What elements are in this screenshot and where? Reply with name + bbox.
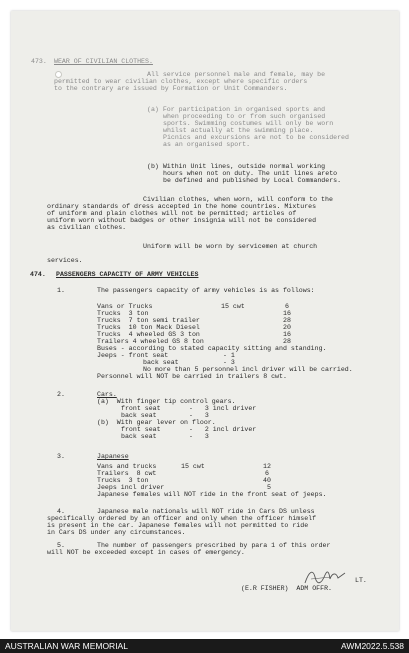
cars-b-line: (b) With gear lever on floor. xyxy=(97,419,216,426)
cars-a-back-label: back seat xyxy=(121,412,157,419)
cars-a-back-count: - 3 xyxy=(189,412,209,419)
vehicle-row-6-count: 28 xyxy=(283,338,291,345)
para-473-number: 473. xyxy=(31,58,47,65)
no-more-than-line: No more than 5 personnel incl driver will be carried. xyxy=(143,366,353,373)
cars-a-line: (a) With finger tip control gears. xyxy=(97,398,236,405)
para-473-intro-2: permitted to wear civilian clothes, except where specific orders xyxy=(54,78,308,85)
item-3-heading: Japanese xyxy=(97,453,129,460)
jeeps-back-count: - 3 xyxy=(223,359,235,366)
item-4-line-2: specifically ordered by an officer and only when the officer himself xyxy=(47,515,317,522)
para-474-number: 474. xyxy=(30,271,46,278)
item-2-number: 2. xyxy=(57,391,65,398)
cars-b-back-count: - 3 xyxy=(189,433,209,440)
para-473-b-3: be defined and published by Local Commanders. xyxy=(163,177,342,184)
vehicle-row-1-detail: 15 cwt xyxy=(221,303,245,310)
japanese-row-1-detail: 15 cwt xyxy=(181,463,205,470)
footer-bar xyxy=(0,639,409,653)
para-473-a-2: when proceeding to or from such organised xyxy=(163,113,326,120)
vehicle-row-1-name: Vans or Trucks xyxy=(97,303,153,310)
para-473-heading: WEAR OF CIVILIAN CLOTHES. xyxy=(54,58,153,65)
vehicle-row-3-count: 28 xyxy=(283,317,291,324)
para-473-civilian-4: uniform worn without badges or other insignia will not be considered xyxy=(47,217,317,224)
jeeps-front-label: Jeeps - front seat xyxy=(97,352,169,359)
item-5-line-1: The number of passengers prescribed by para 1 of this order xyxy=(97,542,331,549)
vehicle-row-4-name: Trucks 10 ton Mack Diesel xyxy=(97,324,200,331)
vehicle-row-3-name: Trucks 7 ton semi trailer xyxy=(97,317,200,324)
item-4-line-4: in Cars DS under any circumstances. xyxy=(47,529,186,536)
vehicle-row-2-count: 16 xyxy=(283,310,291,317)
para-473-a-3: sports. Swimming costumes will only be worn xyxy=(163,120,334,127)
cars-b-front-count: - 2 incl driver xyxy=(189,426,257,433)
para-474-heading: PASSENGERS CAPACITY OF ARMY VEHICLES xyxy=(56,271,199,278)
para-473-b-2: hours when not on duty. The unit lines areto xyxy=(163,170,338,177)
para-473-uniform-1: Uniform will be worn by servicemen at church xyxy=(143,243,318,250)
punch-hole xyxy=(55,71,62,78)
japanese-females-note: Japanese females will NOT ride in the front seat of jeeps. xyxy=(97,491,327,498)
japanese-row-3-name: Trucks 3 ton xyxy=(97,477,149,484)
item-4-line-1: Japanese male nationals will NOT ride in Cars DS unless xyxy=(97,508,315,515)
item-2-heading: Cars. xyxy=(97,391,117,398)
vehicle-row-1-count: 6 xyxy=(285,303,289,310)
para-473-intro-1: All service personnel male and female, may be xyxy=(147,71,326,78)
item-1-text: The passengers capacity of army vehicles is as follows: xyxy=(97,287,315,294)
para-473-a-4: whilst actually at the swimming place. xyxy=(163,127,314,134)
japanese-row-3-count: 40 xyxy=(263,477,271,484)
footer-accession-number: AWM2022.5.538 xyxy=(341,641,404,651)
japanese-row-2-name: Trailers 8 cwt xyxy=(97,470,157,477)
buses-line: Buses - according to stated capacity sitting and standing. xyxy=(97,345,327,352)
item-3-number: 3. xyxy=(57,453,65,460)
para-473-civilian-5: as civilian clothes. xyxy=(47,224,127,231)
para-473-a-6: as an organised sport. xyxy=(163,141,251,148)
japanese-row-2-count: 6 xyxy=(265,470,269,477)
item-5-number: 5. xyxy=(57,542,65,549)
vehicle-row-5-name: Trucks 4 wheeled GS 3 ton xyxy=(97,331,200,338)
signatory-rank: LT. xyxy=(355,577,367,584)
cars-b-front-label: front seat xyxy=(121,426,161,433)
cars-a-front-count: - 3 incl driver xyxy=(189,405,257,412)
signatory-name: (E.R FISHER) ADM OFFR. xyxy=(241,585,333,592)
cars-a-front-label: front seat xyxy=(121,405,161,412)
personnel-line: Personnel will NOT be carried in trailers 8 cwt. xyxy=(97,373,287,380)
vehicle-row-5-count: 16 xyxy=(283,331,291,338)
item-4-line-3: is present in the car. Japanese females will not permitted to ride xyxy=(47,522,309,529)
japanese-row-4-name: Jeeps incl driver xyxy=(97,484,165,491)
japanese-row-4-count: 5 xyxy=(267,484,271,491)
para-473-civilian-3: of uniform and plain clothes will not be permitted; articles of xyxy=(47,210,297,217)
document-page xyxy=(11,11,399,631)
vehicle-row-4-count: 20 xyxy=(283,324,291,331)
para-473-a-5: Picnics and excursions are not to be considered xyxy=(163,134,349,141)
vehicle-row-2-name: Trucks 3 ton xyxy=(97,310,149,317)
para-473-a-1: (a) For participation in organised sports and xyxy=(147,106,326,113)
item-4-number: 4. xyxy=(57,508,65,515)
para-473-b-1: (b) Within Unit lines, outside normal working xyxy=(147,163,326,170)
jeeps-back-label: back seat xyxy=(143,359,179,366)
para-473-intro-3: to the contrary are issued by Formation or Unit Commanders. xyxy=(54,85,288,92)
japanese-row-1-name: Vans and trucks xyxy=(97,463,157,470)
item-1-number: 1. xyxy=(57,287,65,294)
cars-b-back-label: back seat xyxy=(121,433,157,440)
item-5-line-2: will NOT be exceeded except in cases of emergency. xyxy=(47,549,245,556)
footer-institution: AUSTRALIAN WAR MEMORIAL xyxy=(5,641,128,651)
jeeps-front-count: - 1 xyxy=(223,352,235,359)
vehicle-row-6-name: Trailers 4 wheeled GS 8 ton xyxy=(97,338,204,345)
para-473-civilian-1: Civilian clothes, when worn, will conform to the xyxy=(143,196,333,203)
para-473-uniform-2: services. xyxy=(47,257,83,264)
japanese-row-1-count: 12 xyxy=(263,463,271,470)
para-473-civilian-2: ordinary standards of dress accepted in the home countries. Mixtures xyxy=(47,203,317,210)
